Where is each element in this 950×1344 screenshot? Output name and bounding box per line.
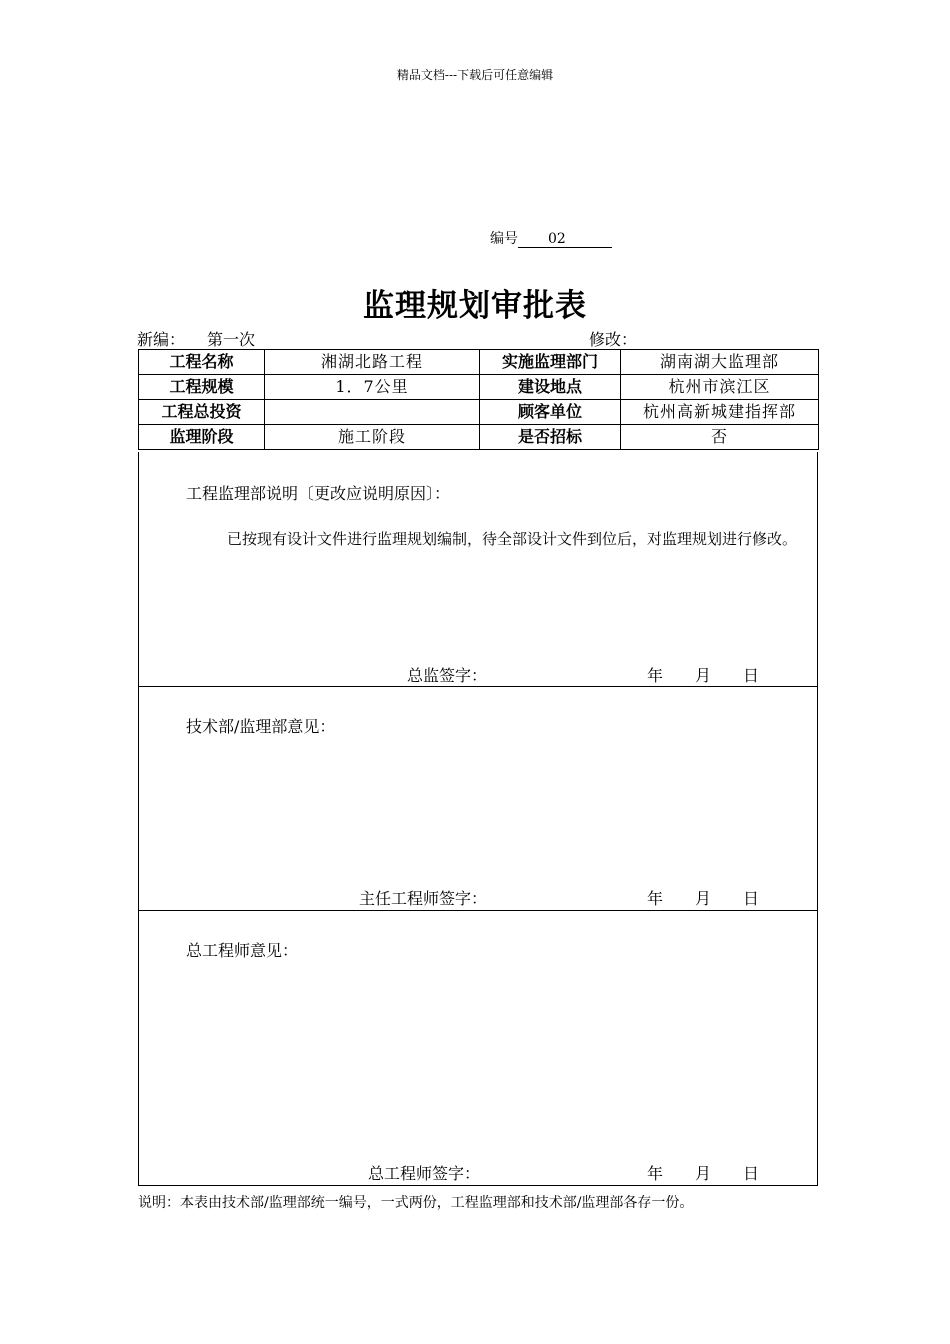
technical-dept-section bbox=[138, 687, 818, 911]
date-day: 日 bbox=[743, 1164, 760, 1183]
field-value: 施工阶段 bbox=[265, 425, 480, 450]
field-value: 湘湖北路工程 bbox=[265, 350, 480, 375]
field-label: 工程规模 bbox=[139, 375, 265, 400]
field-value: 杭州市滨江区 bbox=[621, 375, 819, 400]
date-month: 月 bbox=[695, 889, 712, 908]
field-value: 湖南湖大监理部 bbox=[621, 350, 819, 375]
section-body: 已按现有设计文件进行监理规划编制，待全部设计文件到位后，对监理规划进行修改。 bbox=[227, 530, 798, 548]
table-row bbox=[139, 400, 819, 425]
section-label: 工程监理部说明〔更改应说明原因〕： bbox=[186, 484, 451, 503]
edition-value: 第一次 bbox=[207, 330, 256, 349]
field-value: 杭州高新城建指挥部 bbox=[621, 400, 819, 425]
date-day: 日 bbox=[743, 666, 760, 685]
field-value bbox=[265, 400, 480, 425]
header-note: 精品文档---下载后可任意编辑 bbox=[396, 68, 554, 82]
field-label: 实施监理部门 bbox=[480, 350, 621, 375]
general-engineer-signature-label: 总工程师签字： bbox=[368, 1164, 481, 1183]
edition-label: 新编： bbox=[137, 330, 186, 349]
field-label: 监理阶段 bbox=[139, 425, 265, 450]
date-day: 日 bbox=[743, 889, 760, 908]
field-label: 顾客单位 bbox=[480, 400, 621, 425]
date-year: 年 bbox=[647, 666, 664, 685]
signature-date bbox=[647, 663, 791, 686]
signature-date bbox=[647, 1161, 791, 1184]
table-row bbox=[139, 350, 819, 375]
serial-label: 编号 bbox=[490, 231, 518, 247]
edition-line bbox=[137, 327, 255, 350]
serial-value: 02 bbox=[518, 231, 612, 248]
date-year: 年 bbox=[647, 889, 664, 908]
chief-engineer-signature-label: 主任工程师签字： bbox=[359, 889, 488, 908]
table-row bbox=[139, 375, 819, 400]
revision-label: 修改： bbox=[589, 330, 638, 349]
supervision-dept-section bbox=[138, 452, 818, 687]
section-label: 总工程师意见： bbox=[186, 941, 299, 960]
field-value: 否 bbox=[621, 425, 819, 450]
field-label: 工程名称 bbox=[139, 350, 265, 375]
chief-supervisor-signature-label: 总监签字： bbox=[407, 666, 488, 685]
section-label: 技术部/监理部意见： bbox=[186, 717, 336, 736]
date-year: 年 bbox=[647, 1164, 664, 1183]
field-label: 建设地点 bbox=[480, 375, 621, 400]
project-info-table bbox=[138, 349, 819, 450]
date-month: 月 bbox=[695, 1164, 712, 1183]
field-label: 工程总投资 bbox=[139, 400, 265, 425]
table-row bbox=[139, 425, 819, 450]
general-engineer-section bbox=[138, 911, 818, 1186]
signature-date bbox=[647, 886, 791, 909]
field-label: 是否招标 bbox=[480, 425, 621, 450]
date-month: 月 bbox=[695, 666, 712, 685]
field-value: 1．7公里 bbox=[265, 375, 480, 400]
serial-number bbox=[490, 228, 612, 248]
page-title: 监理规划审批表 bbox=[363, 288, 587, 324]
footer-note: 说明：本表由技术部/监理部统一编号，一式两份，工程监理部和技术部/监理部各存一份。 bbox=[138, 1195, 694, 1211]
